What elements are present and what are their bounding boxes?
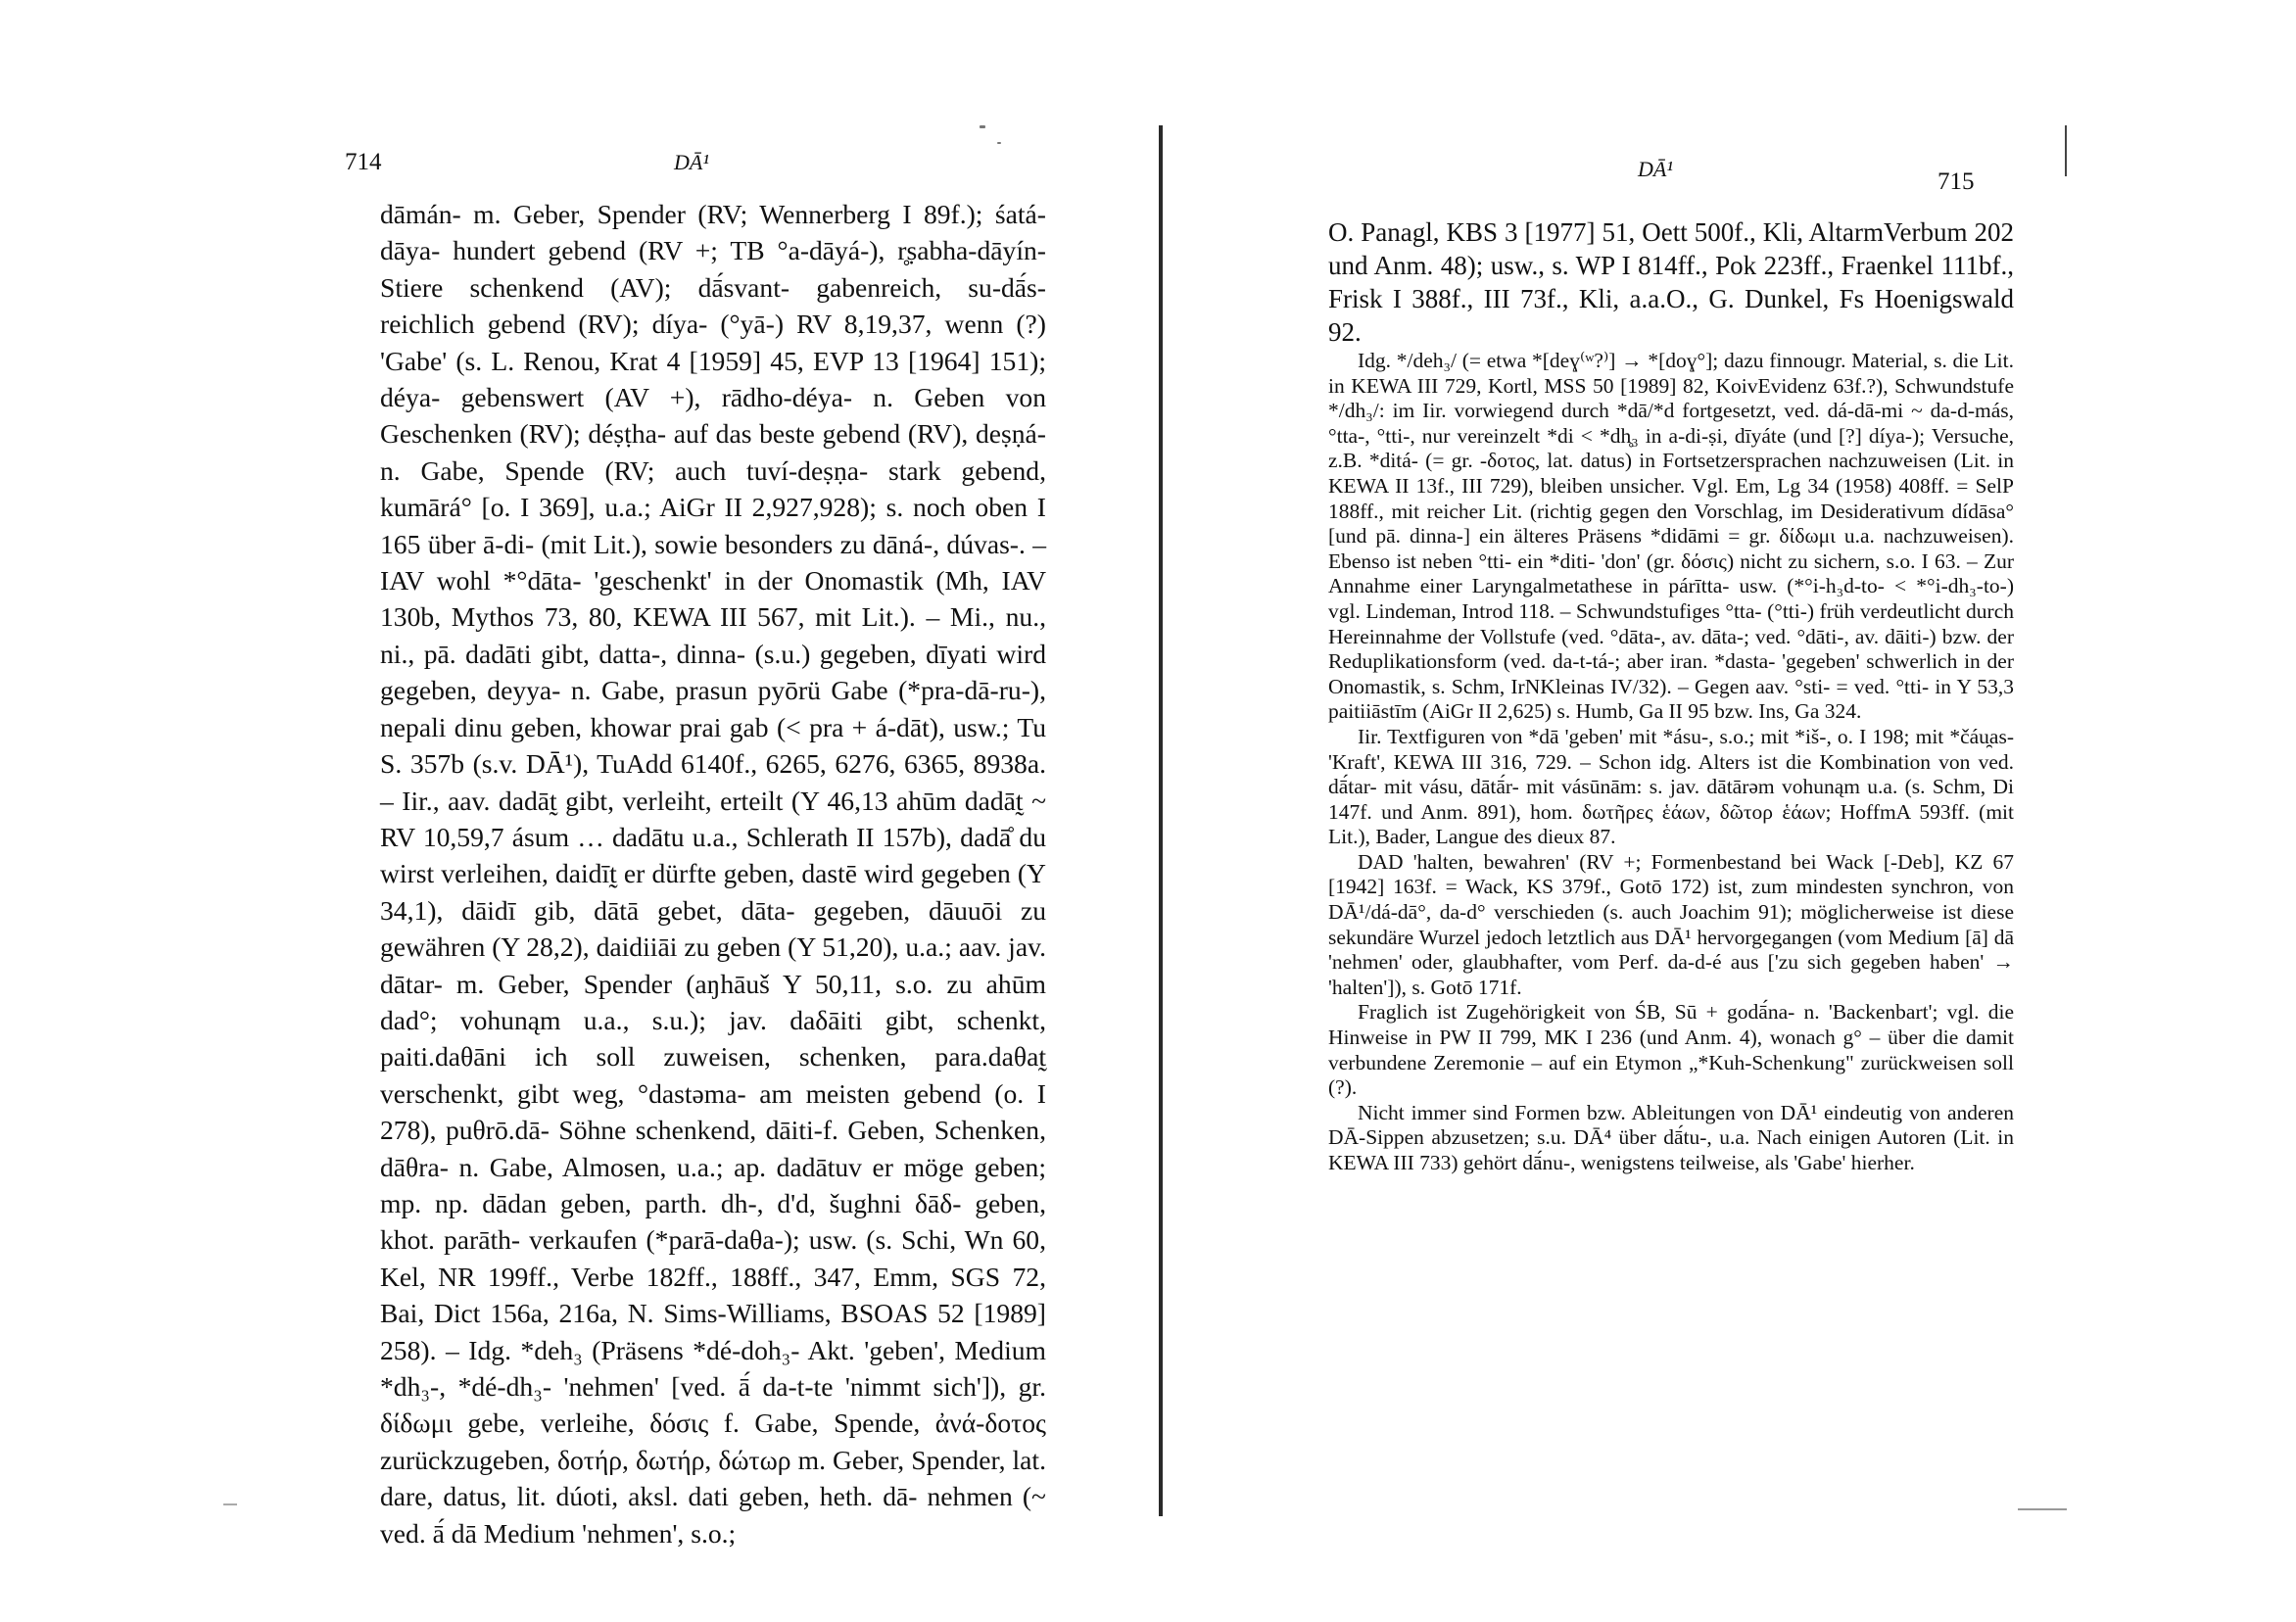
note-paragraph: DAD 'halten, bewahren' (RV +; Formenbestand bei Wack [-Deb], KZ 67 [1942] 163f. = Wack, KS 379f., Gotō 172) ist, zum mindesten synchron, von DĀ¹/dá-dā°, da-d° verschieden (s. auch Joachim 91); möglicherweise ist diese sekundäre Wurzel jedoch letztlich aus DĀ¹ hervorgegangen (vom Medium [ā] dā 'nehmen' oder, glaubhafter, vom Perf. da-d-é aus ['zu sich gegeben haben' → 'halten']), s. Gotō 171f.: [1328, 849, 2014, 999]
note-paragraph: Nicht immer sind Formen bzw. Ableitungen von DĀ¹ eindeutig von anderen DĀ-Sippen abzusetzen; s.u. DĀ⁴ über dā́tu-, u.a. Nach einigen Autoren (Lit. in KEWA III 733) gehört dā́nu-, wenigstens teilweise, als 'Gabe' hierher.: [1328, 1100, 2014, 1174]
right-page-notes: [1328, 349, 2014, 1176]
left-running-header: DĀ¹: [674, 150, 709, 174]
scan-edge-mark: [2018, 1508, 2067, 1510]
right-page-number: 715: [1937, 168, 1975, 195]
note-paragraph: Fraglich ist Zugehörigkeit von ŚB, Sū + godā́na- n. 'Backenbart'; vgl. die Hinweise in PW II 799, MK I 236 (und Anm. 4), wonach g° – über die damit verbundene Zeremonie – auf ein Etymon „*Kuh-Schenkung" zurückweisen soll (?).: [1328, 1000, 2014, 1100]
right-page-continuation: O. Panagl, KBS 3 [1977] 51, Oett 500f., Kli, AltarmVerbum 202 und Anm. 48); usw., s. WP I 814ff., Pok 223ff., Fraenkel 111bf., Frisk I 388f., III 73f., Kli, a.a.O., G. Dunkel, Fs Hoenigswald 92.: [1328, 217, 2014, 347]
note-paragraph: Iir. Textfiguren von *dā 'geben' mit *ásu-, s.o.; mit *iš-, o. I 198; mit *čáu̯as- 'Kraft', KEWA III 316, 729. – Schon idg. Alters ist die Kombination von ved. dā́tar- mit vásu, dātā́r- mit vásūnām: s. jav. dātārəm vohunąm u.a. (s. Schm, Di 147f. und Anm. 891), hom. δωτῆρες ἑάων, δῶτορ ἑάων; HoffmA 593ff. (mit Lit.), Bader, Langue des dieux 87.: [1328, 724, 2014, 849]
print-mark: [980, 125, 985, 128]
left-page-body: dāmán- m. Geber, Spender (RV; Wennerberg I 89f.); śatá-dāya- hundert gebend (RV +; TB °a-dāyá-), r̥ṣabha-dāyín-Stiere schenkend (AV); dā́svant- gabenreich, su-dā́s- reichlich gebend (RV); díya- (°yā-) RV 8,19,37, wenn (?) 'Gabe' (s. L. Renou, Krat 4 [1959] 45, EVP 13 [1964] 151); déya- gebenswert (AV +), rādho-déya- n. Geben von Geschenken (RV); déṣṭha- auf das beste gebend (RV), deṣṇá- n. Gabe, Spende (RV; auch tuví-deṣṇa- stark gebend, kumārá° [o. I 369], u.a.; AiGr II 2,927,928); s. noch oben I 165 über ā-di- (mit Lit.), sowie besonders zu dāná-, dúvas-. – IAV wohl *°dāta- 'geschenkt' in der Onomastik (Mh, IAV 130b, Mythos 73, 80, KEWA III 567, mit Lit.). – Mi., nu., ni., pā. dadāti gibt, datta-, dinna- (s.u.) gegeben, dīyati wird gegeben, deyya- n. Gabe, prasun pyōrü Gabe (*pra-dā-ru-), nepali dinu geben, khowar prai gab (< pra + á-dāt), usw.; Tu S. 357b (s.v. DĀ¹), TuAdd 6140f., 6265, 6276, 6365, 8938a. – Iir., aav. dadāt̰ gibt, verleiht, erteilt (Y 46,13 ahūm dadāt̰ ~ RV 10,59,7 ásum … dadātu u.a., Schlerath II 157b), dadā̊ du wirst verleihen, daidīt̰ er dürfte geben, dastē wird gegeben (Y 34,1), dāidī gib, dātā gebet, dāta- gegeben, dāuuōi zu gewähren (Y 28,2), daidiiāi zu geben (Y 51,20), u.a.; aav. jav. dātar- m. Geber, Spender (aŋhāuš Y 50,11, s.o. zu ahūm dad°; vohunąm u.a., s.u.); jav. daδāiti gibt, schenkt, paiti.daθāni ich soll zuweisen, schenken, para.daθat̰ verschenkt, gibt weg, °dastəma- am meisten gebend (o. I 278), puθrō.dā- Söhne schenkend, dāiti-f. Geben, Schenken, dāθra- n. Gabe, Almosen, u.a.; ap. dadātuv er möge geben; mp. np. dādan geben, parth. dh-, d'd, šughni δāδ- geben, khot. parāth- verkaufen (*parā-daθa-); usw. (s. Schi, Wn 60, Kel, NR 199ff., Verbe 182ff., 188ff., 347, Emm, SGS 72, Bai, Dict 156a, 216a, N. Sims-Williams, BSOAS 52 [1989] 258). – Idg. *deh₃ (Präsens *dé-doh₃- Akt. 'geben', Medium *dh₃-, *dé-dh₃- 'nehmen' [ved. ā́ da-t-te 'nimmt sich']), gr. δίδωμι gebe, verleihe, δόσις f. Gabe, Spende, ἀνά-δοτος zurückzugeben, δοτήρ, δωτήρ, δώτωρ m. Geber, Spender, lat. dare, datus, lit. dúoti, aksl. dati geben, heth. dā- nehmen (~ ved. ā́ dā Medium 'nehmen', s.o.;: [380, 199, 1046, 1549]
right-running-header: DĀ¹: [1638, 157, 1673, 181]
left-page-number: 714: [345, 149, 382, 175]
scan-edge-mark: [223, 1503, 237, 1505]
print-mark: [997, 142, 1001, 144]
scan-edge-mark: [2065, 125, 2067, 176]
note-paragraph: Idg. */deh₃/ (= etwa *[deɣ⁽ʷ?⁾] → *[doɣ°]; dazu finnougr. Material, s. die Lit. in KEWA III 729, Kortl, MSS 50 [1989] 82, KoivEvidenz 63f.?), Schwundstufe */dh₃/: im Iir. vorwiegend durch *dā/*d fortgesetzt, ved. dá-dā-mi ~ da-d-más, °tta-, °tti-, nur vereinzelt *di < *dh̥₃ in a-di-ṣi, dīyáte (und [?] díya-); Versuche, z.B. *ditá- (= gr. -δοτος, lat. datus) in Fortsetzersprachen nachzuweisen (Lit. in KEWA II 13f., III 729), bleiben unsicher. Vgl. Em, Lg 34 (1958) 408ff. = SelP 188ff., mit reicher Lit. (richtig gegen den Vorschlag, im Desiderativum dídāsa° [und pā. dinna-] ein älteres Präsens *didāmi = gr. δίδωμι u.a. nachzuweisen). Ebenso ist neben °tti- ein *diti- 'don' (gr. δόσις) nicht zu sichern, s.o. I 63. – Zur Annahme einer Laryngalmetathese in párītta- usw. (*°i-h₃d-to- < *°i-dh₃-to-) vgl. Lindeman, Introd 118. – Schwundstufiges °tta- (°tti-) früh verdeutlicht durch Hereinnahme der Vollstufe (ved. °dāta-, av. dāta-; ved. °dāti-, av. dāiti-) bzw. der Reduplikationsform (ved. da-t-tá-; aber iran. *dasta- 'gegeben' schwerlich in der Onomastik, s. Schm, IrNKleinas IV/32). – Gegen aav. °sti- = ved. °tti- in Y 53,3 paitiiāstīm (AiGr II 2,625) s. Humb, Ga II 95 bzw. Ins, Ga 324.: [1328, 349, 2014, 724]
page-fold-line: [1159, 125, 1163, 1516]
